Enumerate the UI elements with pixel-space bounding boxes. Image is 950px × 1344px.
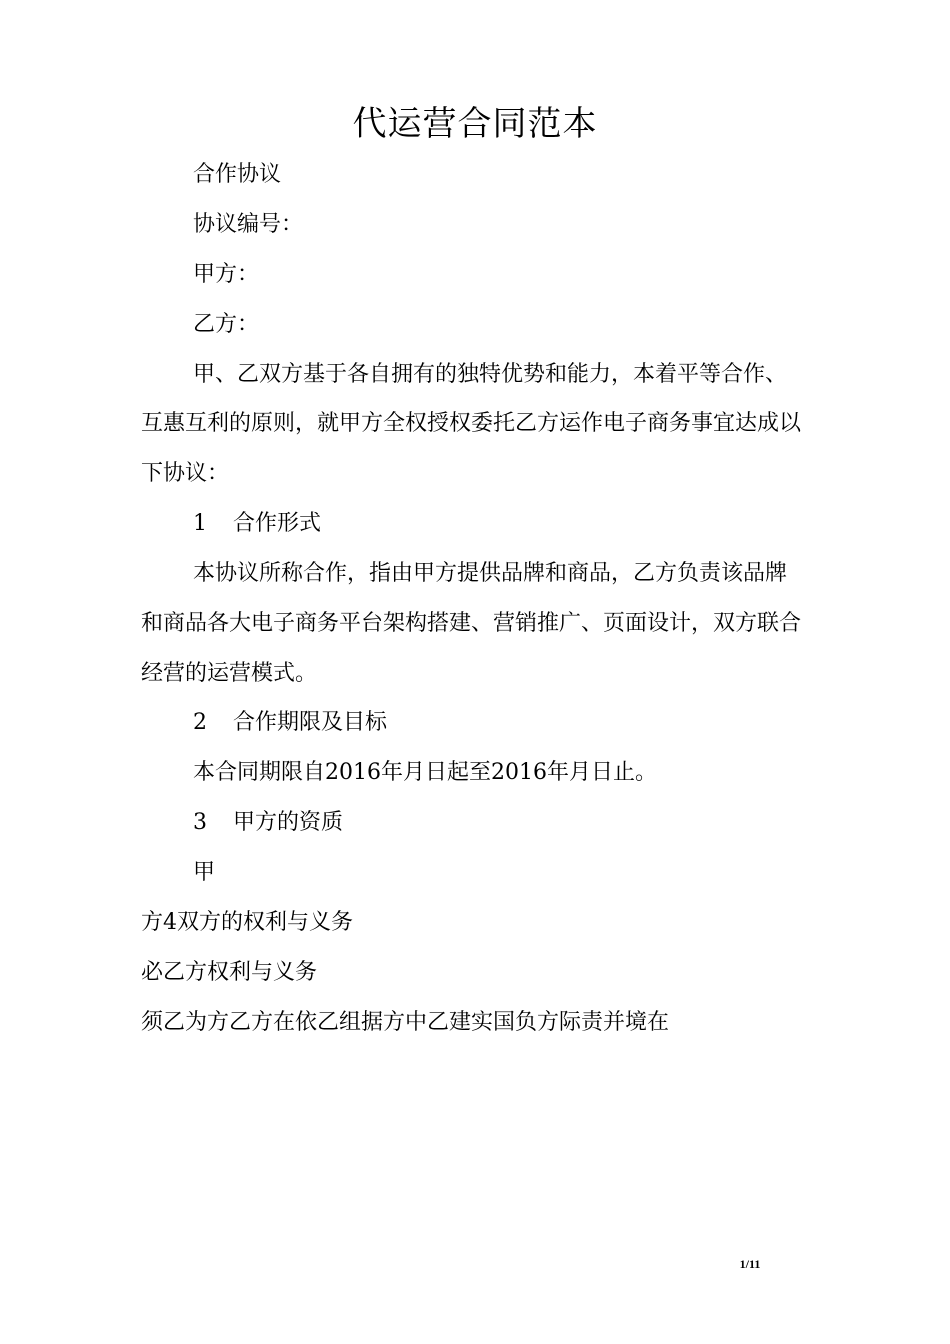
document-title: 代运营合同范本 <box>352 104 598 144</box>
party-b-field: 乙方： <box>193 312 260 337</box>
preamble-line-2: 互惠互利的原则，就甲方全权授权委托乙方运作电子商务事宜达成以 <box>141 411 802 436</box>
party-a-field: 甲方： <box>193 262 260 287</box>
section-title: 合作形式 <box>233 511 322 536</box>
tail-line-4: 须乙为方乙方在依乙组据方中乙建实国负方际责并境在 <box>141 1010 670 1035</box>
section-title: 甲方的资质 <box>233 810 344 835</box>
tail-line-3: 必乙方权利与义务 <box>141 960 318 985</box>
section-number: 1 <box>193 511 207 536</box>
section-number: 2 <box>193 710 207 735</box>
section-1-line-1: 本协议所称合作，指由甲方提供品牌和商品，乙方负责该品牌 <box>193 561 788 586</box>
agreement-number-field: 协议编号： <box>193 212 304 237</box>
preamble-line-1: 甲、乙双方基于各自拥有的独特优势和能力，本着平等合作、 <box>193 362 788 387</box>
section-number: 3 <box>193 810 207 835</box>
tail-line-1: 甲 <box>193 860 216 885</box>
preamble-line-3: 下协议： <box>141 461 230 486</box>
section-heading-3 <box>193 807 343 839</box>
section-1-line-2: 和商品各大电子商务平台架构搭建、营销推广、页面设计，双方联合 <box>141 611 802 636</box>
section-heading-1 <box>193 508 321 540</box>
agreement-label: 合作协议 <box>193 162 282 187</box>
section-2-line-1: 本合同期限自2016年月日起至2016年月日止。 <box>193 760 657 785</box>
section-heading-2 <box>193 707 387 739</box>
section-1-line-3: 经营的运营模式。 <box>141 661 318 686</box>
section-title: 合作期限及目标 <box>233 710 388 735</box>
page-number: 1/11 <box>739 1257 761 1271</box>
tail-line-2: 方4双方的权利与义务 <box>141 910 353 935</box>
